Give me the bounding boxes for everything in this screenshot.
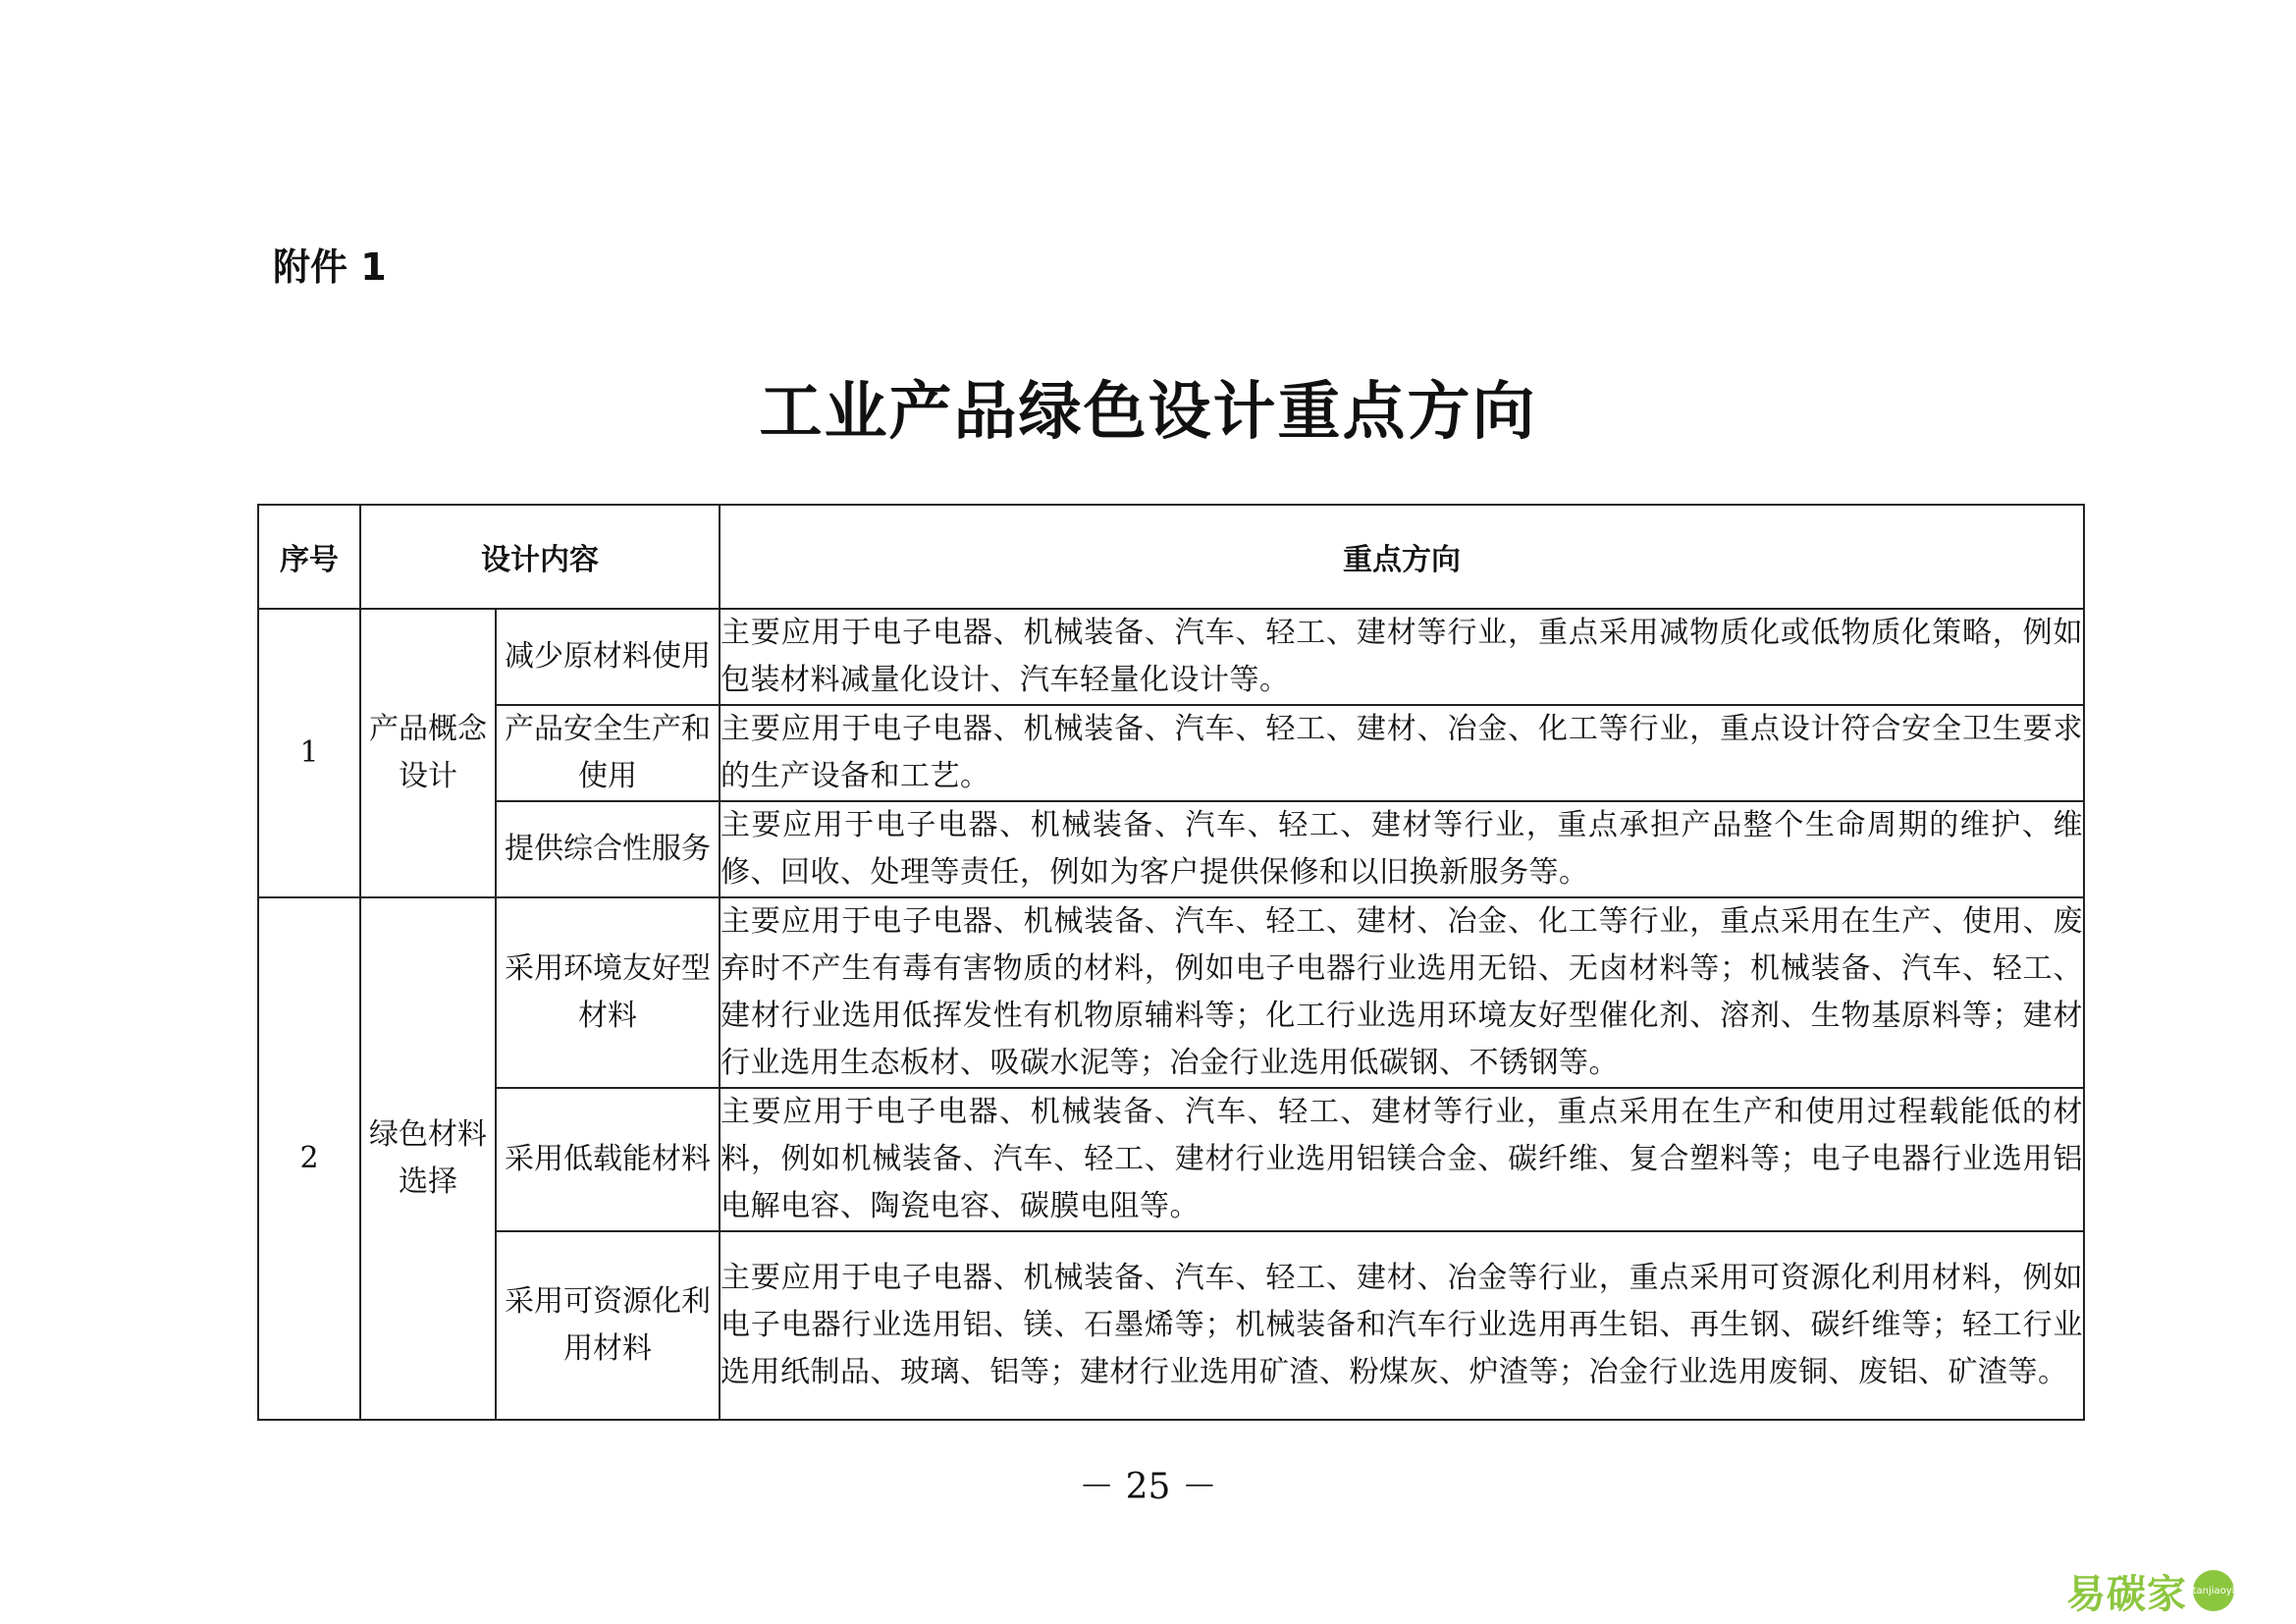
- watermark-logo: [2066, 1566, 2234, 1615]
- sub-content-cell: 采用环境友好型材料: [496, 897, 720, 1088]
- direction-cell: 主要应用于电子电器、机械装备、汽车、轻工、建材、冶金等行业，重点采用可资源化利用材料，例如电子电器行业选用铝、镁、石墨烯等；机械装备和汽车行业选用再生铝、再生钢、碳纤维等；轻工行业选用纸制品、玻璃、铝等；建材行业选用矿渣、粉煤灰、炉渣等；冶金行业选用废铜、废铝、矿渣等。: [720, 1231, 2084, 1420]
- table-row: [258, 1231, 2084, 1420]
- sub-content-cell: 产品安全生产和使用: [496, 705, 720, 801]
- table-header-row: [258, 505, 2084, 609]
- sub-content-cell: 减少原材料使用: [496, 609, 720, 705]
- table-row: [258, 897, 2084, 1088]
- category-cell: 产品概念设计: [360, 609, 496, 897]
- sub-content-cell: 提供综合性服务: [496, 801, 720, 897]
- watermark-badge: tanjiaoyi: [2193, 1570, 2234, 1611]
- sub-content-cell: 采用低载能材料: [496, 1088, 720, 1231]
- direction-cell: 主要应用于电子电器、机械装备、汽车、轻工、建材等行业，重点采用在生产和使用过程载能低的材料，例如机械装备、汽车、轻工、建材行业选用铝镁合金、碳纤维、复合塑料等；电子电器行业选用铝电解电容、陶瓷电容、碳膜电阻等。: [720, 1088, 2084, 1231]
- table-row: [258, 1088, 2084, 1231]
- watermark-text: 易碳家: [2066, 1571, 2187, 1617]
- direction-cell: 主要应用于电子电器、机械装备、汽车、轻工、建材、冶金、化工等行业，重点设计符合安全卫生要求的生产设备和工艺。: [720, 705, 2084, 801]
- sub-content-cell: 采用可资源化利用材料: [496, 1231, 720, 1420]
- direction-cell: 主要应用于电子电器、机械装备、汽车、轻工、建材、冶金、化工等行业，重点采用在生产、使用、废弃时不产生有毒有害物质的材料，例如电子电器行业选用无铅、无卤材料等；机械装备、汽车、轻工、建材行业选用低挥发性有机物原辅料等；化工行业选用环境友好型催化剂、溶剂、生物基原料等；建材行业选用生态板材、吸碳水泥等；冶金行业选用低碳钢、不锈钢等。: [720, 897, 2084, 1088]
- page-number: － 25 －: [1079, 1467, 1217, 1507]
- header-no: 序号: [258, 505, 360, 609]
- table-row: [258, 609, 2084, 705]
- direction-cell: 主要应用于电子电器、机械装备、汽车、轻工、建材等行业，重点采用减物质化或低物质化策略，例如包装材料减量化设计、汽车轻量化设计等。: [720, 609, 2084, 705]
- category-cell: 绿色材料选择: [360, 897, 496, 1420]
- document-title: 工业产品绿色设计重点方向: [759, 375, 1537, 449]
- design-directions-table: [257, 504, 2085, 1421]
- row-number: 1: [258, 609, 360, 897]
- row-number: 2: [258, 897, 360, 1420]
- header-content: 设计内容: [360, 505, 720, 609]
- table-row: [258, 801, 2084, 897]
- table-row: [258, 705, 2084, 801]
- annex-label: 附件 1: [273, 245, 387, 289]
- direction-cell: 主要应用于电子电器、机械装备、汽车、轻工、建材等行业，重点承担产品整个生命周期的维护、维修、回收、处理等责任，例如为客户提供保修和以旧换新服务等。: [720, 801, 2084, 897]
- header-direction: 重点方向: [720, 505, 2084, 609]
